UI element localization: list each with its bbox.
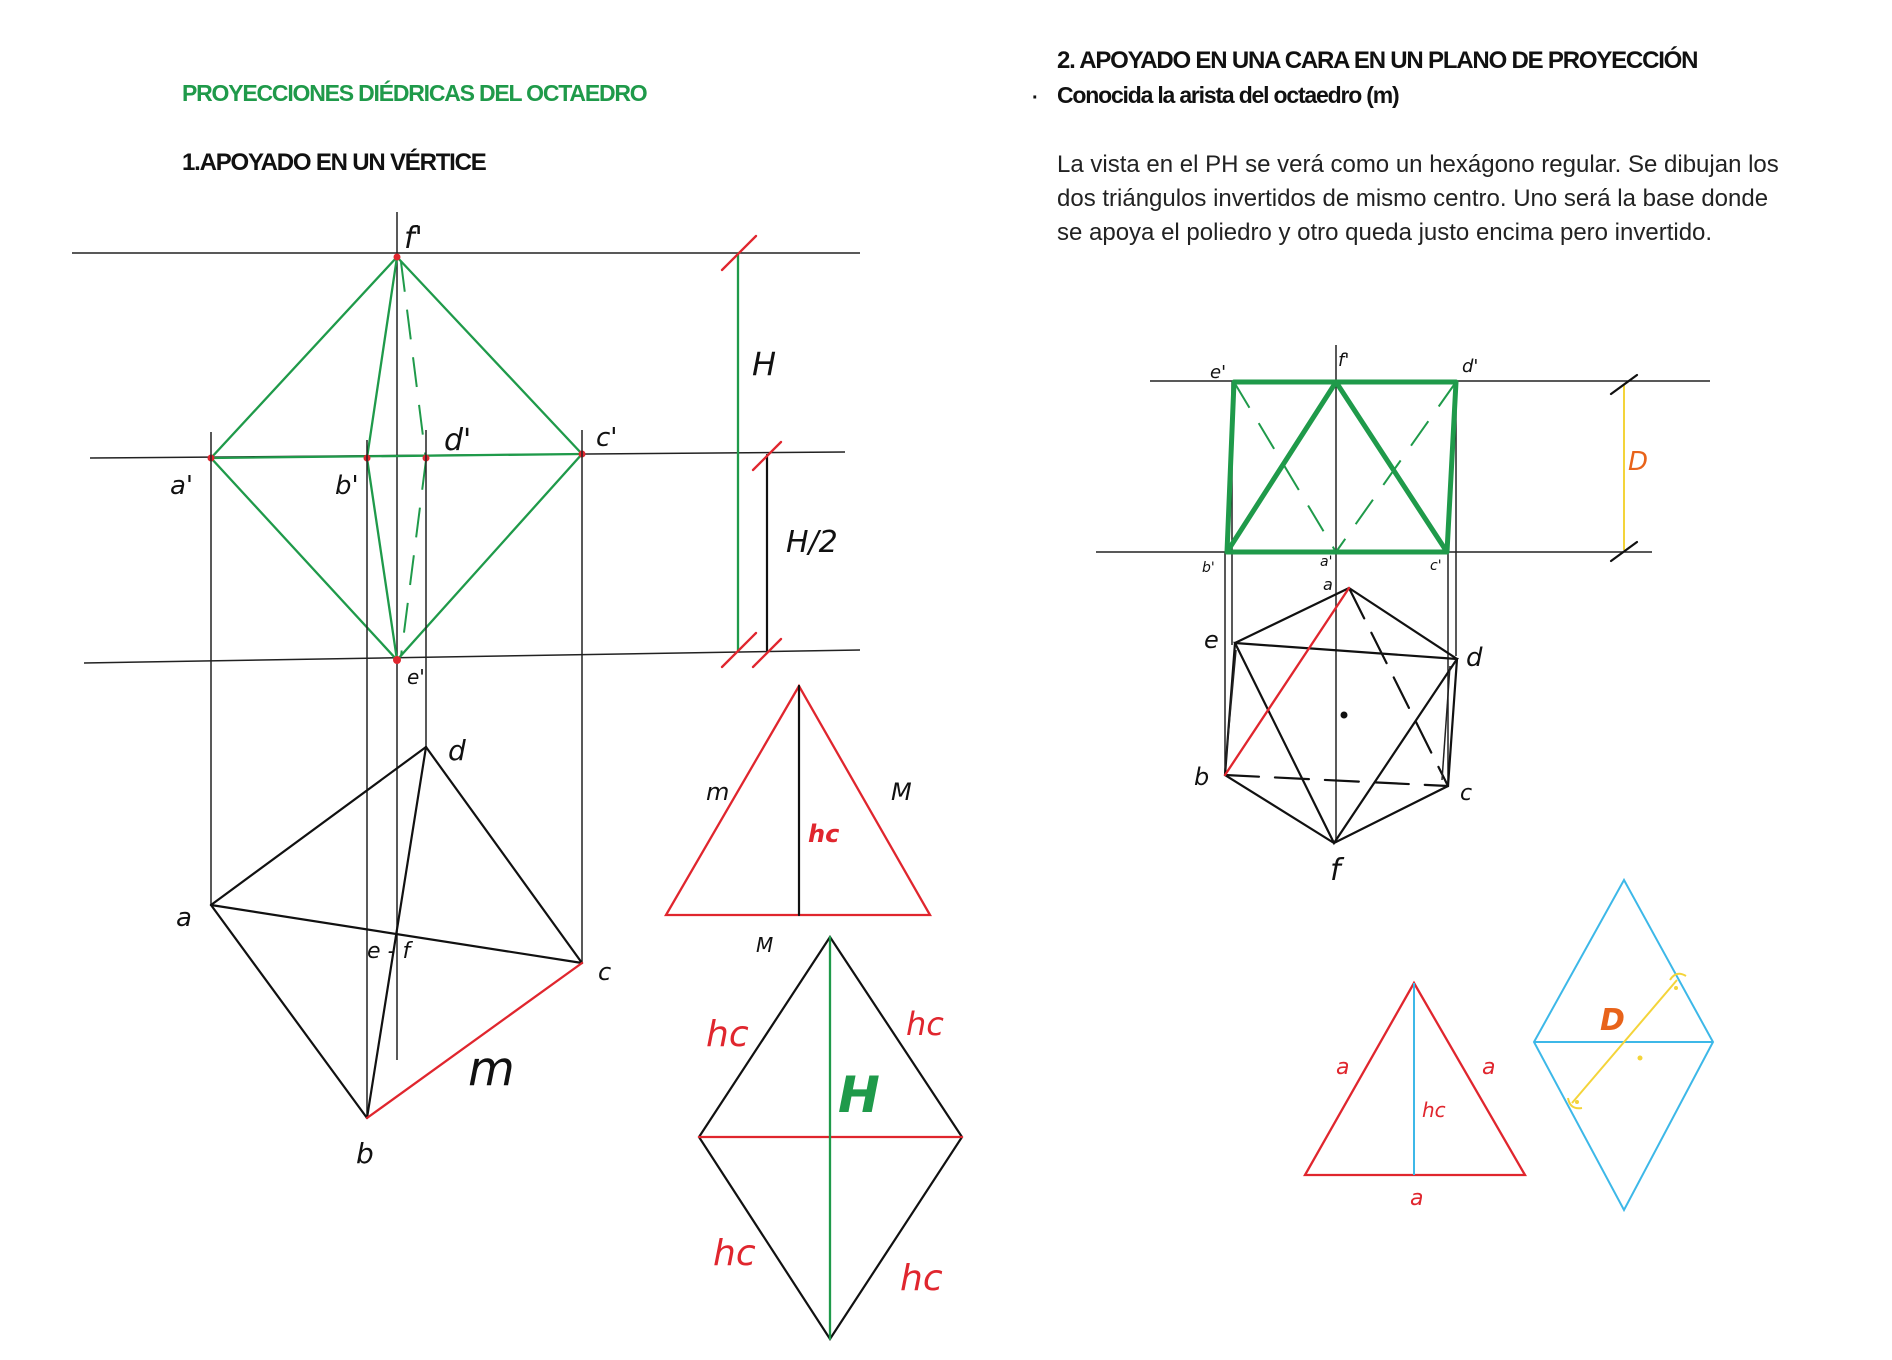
- label-b-right: b: [1194, 763, 1210, 791]
- label-f-prime: f': [404, 221, 423, 256]
- label-c-right: c: [1460, 781, 1473, 806]
- reference-line-bottom: [84, 650, 860, 663]
- label-f-right: f: [1330, 853, 1341, 888]
- plan-hidden-a-c: [1349, 588, 1448, 786]
- label-a-prime: a': [170, 471, 194, 501]
- label-a: a: [176, 903, 192, 933]
- label-c-prime-right: c': [1430, 558, 1442, 574]
- label-side-right: M: [891, 778, 912, 806]
- label-b: b: [356, 1137, 374, 1170]
- label-b-prime-right: b': [1202, 560, 1215, 576]
- paragraph-line-2: dos triángulos invertidos de mismo centro. Uno será la base donde: [1057, 185, 1769, 212]
- label-d-prime-right: d': [1462, 356, 1479, 377]
- label-f-prime-right: f': [1338, 350, 1350, 371]
- plan-edge-a-b: [211, 905, 367, 1118]
- label-a-right: a: [1323, 575, 1333, 594]
- label-side-m: m: [706, 778, 730, 806]
- plan-inner-line-left: [1225, 650, 1236, 770]
- label-distance-d: D: [1628, 447, 1649, 477]
- elevation-face-supported: [1096, 345, 1710, 840]
- section-2-subtitle: Conocida la arista del octaedro (m): [1057, 82, 1399, 108]
- label-side-a-right: a: [1482, 1055, 1496, 1080]
- main-title: PROYECCIONES DIÉDRICAS DEL OCTAEDRO: [182, 80, 647, 106]
- label-b-prime: b': [335, 471, 359, 501]
- edge-b-e: [367, 458, 397, 660]
- hidden-edge-f-d: [401, 262, 426, 460]
- elevation-vertex-supported: [72, 212, 860, 1118]
- label-d-right: d: [1466, 643, 1483, 673]
- label-c: c: [598, 958, 612, 986]
- plan-triangle-upper: [1235, 643, 1457, 843]
- label-side-a-left: a: [1336, 1055, 1350, 1080]
- aux-triangle-right: [1305, 983, 1525, 1211]
- point-f-prime: [394, 254, 401, 261]
- label-e-prime-right: e': [1210, 362, 1227, 383]
- edge-f-b: [367, 257, 397, 458]
- aux-rhombus-right: [1534, 880, 1713, 1210]
- aux-triangle-left: [666, 686, 930, 957]
- paragraph-line-1: La vista en el PH se verá como un hexágono regular. Se dibujan los: [1057, 151, 1779, 178]
- elevation-triangle: [1227, 382, 1447, 552]
- label-hc-right: hc: [1422, 1098, 1446, 1122]
- label-e-f: e - f: [367, 939, 411, 964]
- label-hc-bl: hc: [713, 1233, 756, 1274]
- rhombus-center-dot: [1638, 1056, 1643, 1061]
- label-height-h: H: [752, 345, 777, 383]
- right-angle-dot-top: [1674, 986, 1678, 990]
- label-hc-tr: hc: [906, 1005, 944, 1043]
- label-height-half: H/2: [786, 525, 838, 560]
- label-distance-d-rhombus: D: [1600, 1003, 1625, 1038]
- label-e-right: e: [1204, 626, 1219, 654]
- label-hc: hc: [808, 820, 840, 848]
- label-d: d: [448, 734, 466, 767]
- label-c-prime: c': [596, 423, 618, 453]
- label-e-prime: e': [407, 665, 425, 689]
- aux-rhombus-left: [699, 937, 962, 1339]
- label-hc-tl: hc: [706, 1014, 749, 1055]
- plan-vertex-supported: [176, 734, 611, 1170]
- hidden-edge-d-e: [401, 460, 426, 656]
- section-1-title: 1.APOYADO EN UN VÉRTICE: [182, 149, 486, 176]
- point-e-prime: [393, 656, 401, 664]
- label-base: M: [756, 933, 774, 957]
- paragraph-line-3: se apoya el poliedro y otro queda justo encima pero invertido.: [1057, 219, 1713, 246]
- plan-center-point: [1341, 712, 1348, 719]
- label-a-prime-right: a': [1320, 554, 1333, 570]
- plan-edge-d-c: [426, 747, 582, 963]
- section-2-title: 2. APOYADO EN UNA CARA EN UN PLANO DE PROYECCIÓN: [1057, 47, 1698, 74]
- plan-edge-a-d: [211, 747, 426, 905]
- aux-rhombus-right-outline: [1534, 880, 1713, 1210]
- label-height-H: H: [838, 1066, 880, 1124]
- label-d-prime: d': [444, 423, 472, 458]
- plan-face-supported: [1194, 575, 1483, 888]
- elevation-rectangle: [1227, 382, 1456, 552]
- right-angle-dot-bottom: [1575, 1100, 1579, 1104]
- bullet-dot: ·: [1032, 87, 1038, 109]
- label-hc-br: hc: [900, 1258, 943, 1299]
- label-side-a-base: a: [1410, 1186, 1424, 1211]
- label-edge-m: m: [468, 1041, 515, 1097]
